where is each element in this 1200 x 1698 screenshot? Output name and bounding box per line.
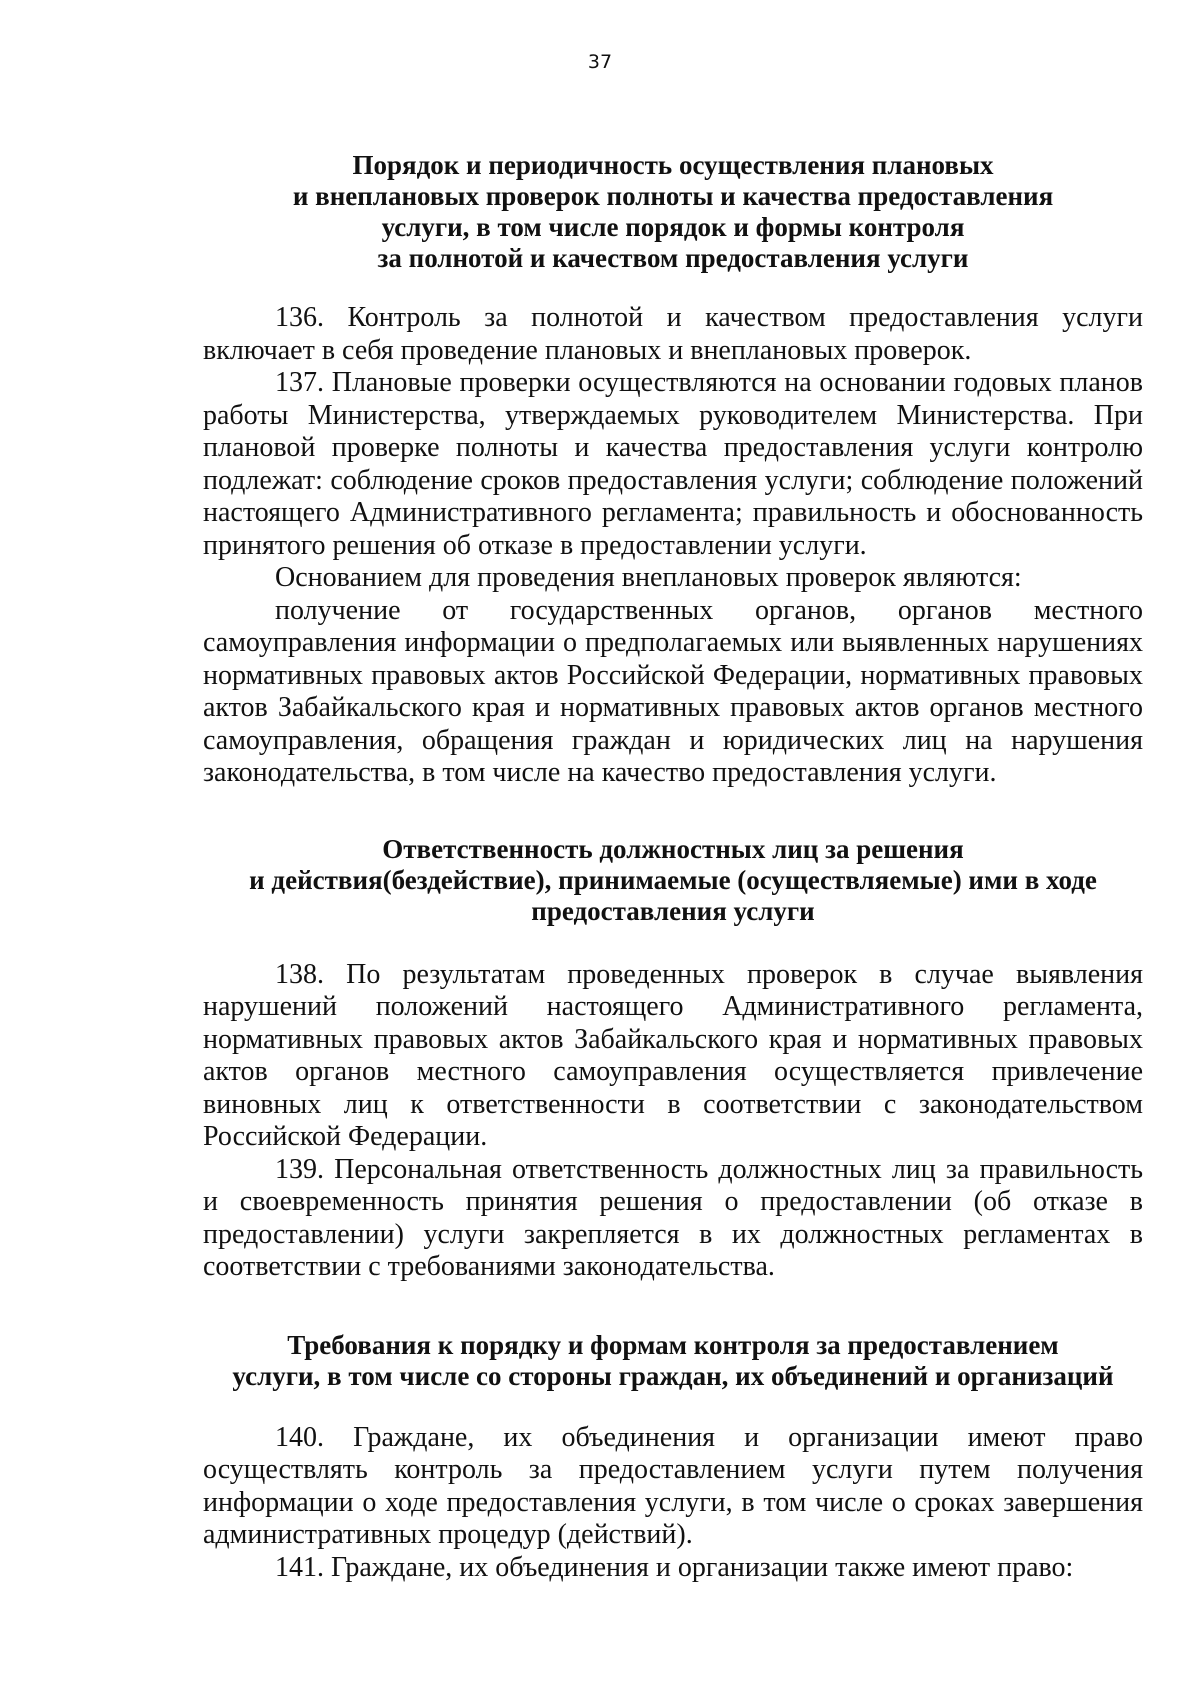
paragraph-138: 138. По результатам проведенных проверок в случае выявления нарушений положений настоящего Административного регламента, нормативных правовых актов Забайкальского края и нормативных правовых актов органов местного самоуправления осуществляется привлечение виновных лиц к ответственности в соответствии с законодательством Российской Федерации. (203, 958, 1143, 1152)
paragraph-137: 137. Плановые проверки осуществляются на основании годовых планов работы Министерства, утверждаемых руководителем Министерства. При плановой проверке полноты и качества предоставления услуги контролю подлежат: соблюдение сроков предоставления услуги; соблюдение положений настоящего Административного регламента; правильность и обоснованность принятого решения об отказе в предоставлении услуги. (203, 367, 1143, 561)
paragraph-139: 139. Персональная ответственность должностных лиц за правильность и своевременность принятия решения о предоставлении (об отказе в предоставлении) услуги закрепляется в их должностных регламентах в соответствии с требованиями законодательства. (203, 1153, 1143, 1282)
heading-line: Требования к порядку и формам контроля за предоставлением (287, 1329, 1059, 1360)
paragraph-141: 141. Граждане, их объединения и организации также имеют право: (275, 1551, 1074, 1583)
spacer (203, 790, 1143, 834)
section-heading-responsibility (203, 834, 1143, 927)
spacer (203, 1392, 1143, 1422)
spacer (203, 927, 1143, 959)
heading-line: предоставления услуги (531, 895, 815, 926)
document-body (203, 150, 1143, 1584)
section-heading-citizen-control (203, 1330, 1143, 1392)
paragraph-unscheduled-info: получение от государственных органов, органов местного самоуправления информации о предполагаемых или выявленных нарушениях нормативных правовых актов Российской Федерации, нормативных правовых актов Забайкальского края и нормативных правовых актов органов местного самоуправления, обращения граждан и юридических лиц на нарушения законодательства, в том числе на качество предоставления услуги. (203, 594, 1143, 788)
heading-line: Порядок и периодичность осуществления плановых (352, 150, 994, 180)
spacer (203, 1284, 1143, 1330)
paragraph-unscheduled-grounds: Основанием для проведения внеплановых проверок являются: (275, 562, 1022, 593)
page-number: 37 (587, 51, 613, 73)
paragraph-140: 140. Граждане, их объединения и организации имеют право осуществлять контроль за предоставлением услуги путем получения информации о ходе предоставления услуги, в том числе о сроках завершения административных процедур (действий). (203, 1421, 1143, 1550)
heading-line: и внеплановых проверок полноты и качества предоставления (292, 181, 1054, 211)
heading-line: Ответственность должностных лиц за решения (382, 833, 964, 864)
section-heading-control-order (203, 150, 1143, 274)
heading-line: услуги, в том числе со стороны граждан, их объединений и организаций (232, 1360, 1114, 1391)
heading-line: и действия(бездействие), принимаемые (осуществляемые) ими в ходе (249, 864, 1097, 895)
spacer (203, 274, 1143, 302)
paragraph-136: 136. Контроль за полнотой и качеством предоставления услуги включает в себя проведение плановых и внеплановых проверок. (203, 302, 1143, 366)
heading-line: за полнотой и качеством предоставления услуги (377, 243, 969, 273)
heading-line: услуги, в том числе порядок и формы контроля (381, 212, 965, 242)
